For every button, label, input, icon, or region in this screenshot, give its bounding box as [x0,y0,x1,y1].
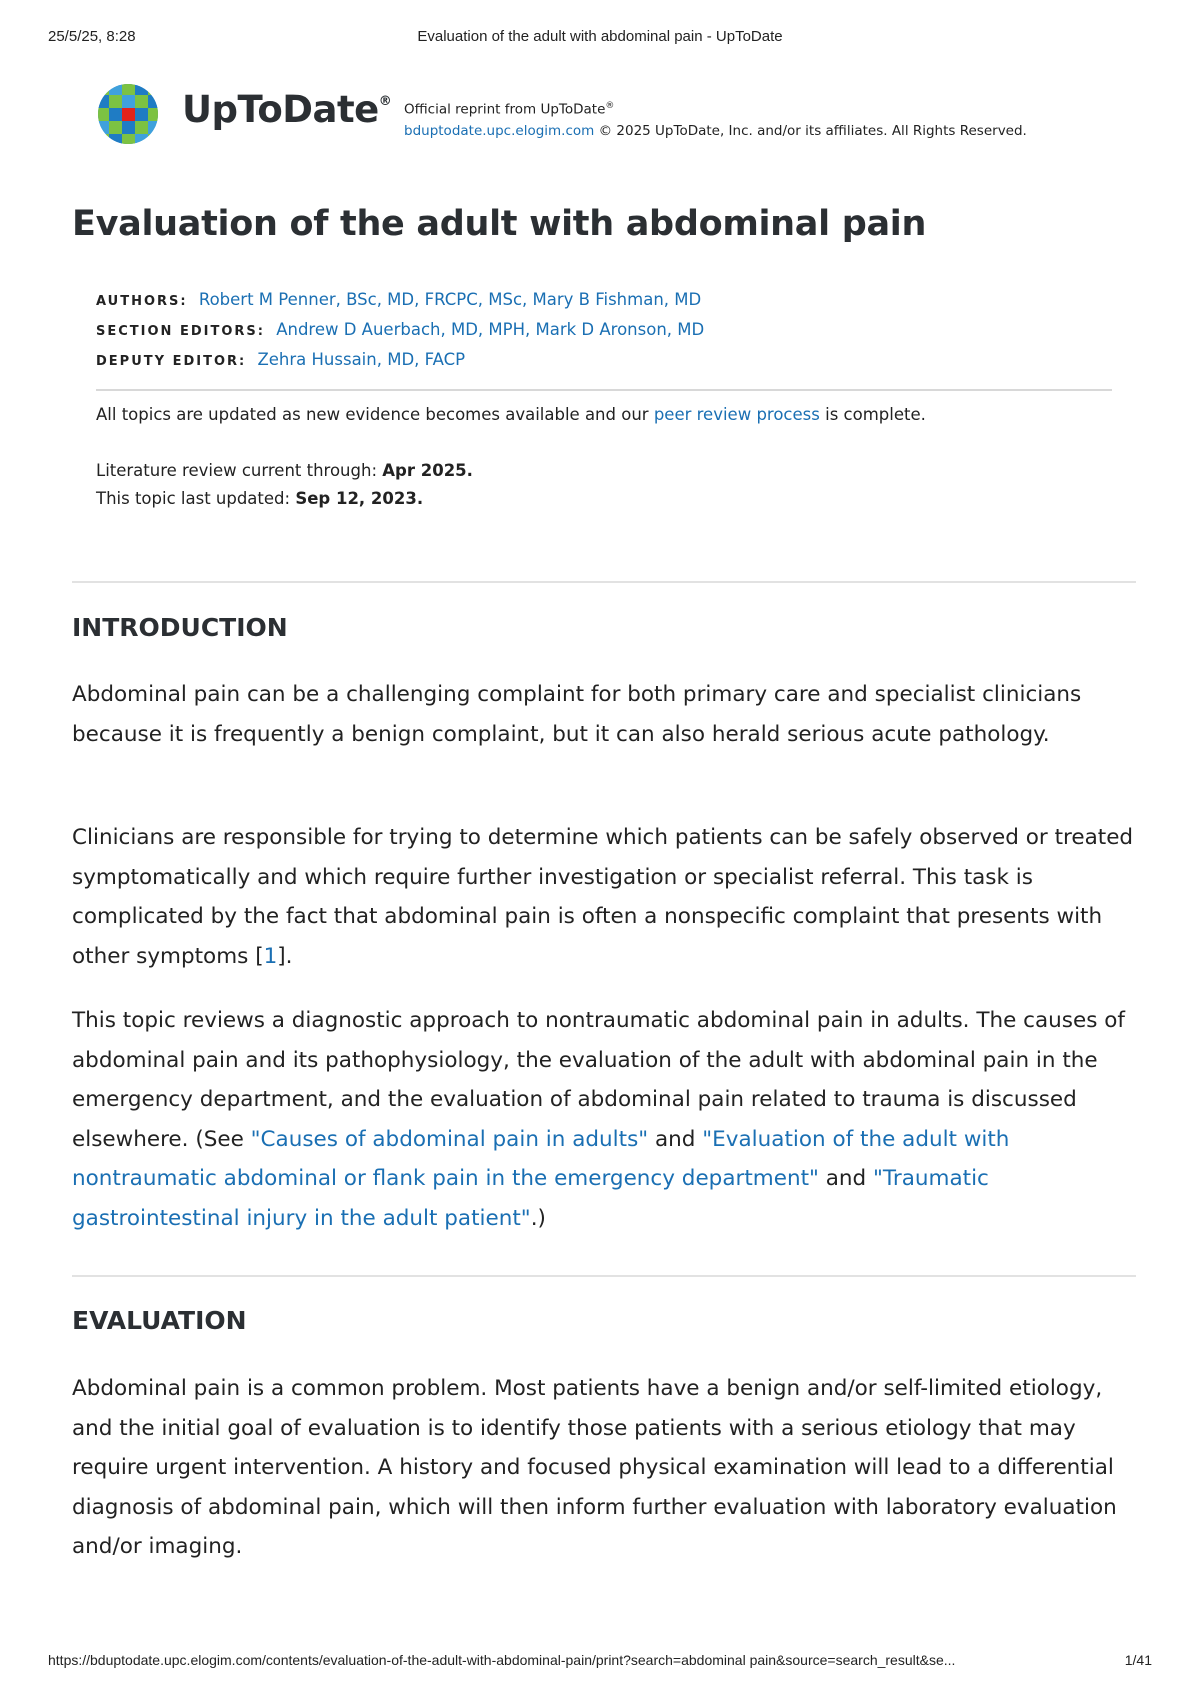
last-updated-label: This topic last updated: [96,489,296,508]
section-editors-label: SECTION EDITORS: [96,324,265,339]
uptodate-wordmark: UpToDate® [182,88,392,131]
intro-paragraph-2: Clinicians are responsible for trying to determine which patients can be safely observed or treated symptomatically and which require further investigation or specialist referral. This task is complicated by the fact that abdominal pain is often a nonspecific complaint that presents with other symptoms [1]. [72,825,1134,969]
reference-link[interactable]: 1 [263,943,278,969]
print-header [48,28,1152,48]
authors-link[interactable]: Robert M Penner, BSc, MD, FRCPC, MSc, Mary B Fishman, MD [198,290,702,309]
review-dates [96,457,473,513]
intro-paragraph-3: This topic reviews a diagnostic approach to nontraumatic abdominal pain in adults. The causes of abdominal pain and its pathophysiology, the evaluation of the adult with abdominal pain in the emergency department, and the evaluation of abdominal pain related to trauma is discussed elsewhere. (See "Causes of abdominal pain in adults" and "Evaluation of the adult with nontraumatic abdominal or flank pain in the emergency department" and "Traumatic gastrointestinal injury in the adult patient".) [72,1008,1125,1231]
section-divider [72,1275,1136,1277]
section-divider [72,581,1136,583]
topic-link-emergency-evaluation[interactable]: "Evaluation of the adult with nontraumatic abdominal or flank pain in the emergency department" [72,1126,1010,1191]
lit-review-label: Literature review current through: [96,461,383,480]
reprint-notice: Official reprint from UpToDate® bduptodate.upc.elogim.com © 2025 UpToDate, Inc. and/or its affiliates. All Rights Reserved. [404,101,1027,139]
print-datetime: 25/5/25, 8:28 [48,28,136,45]
print-page-title: Evaluation of the adult with abdominal pain - UpToDate [417,28,783,45]
deputy-editor-link[interactable]: Zehra Hussain, MD, FACP [257,350,466,369]
copyright-text: © 2025 UpToDate, Inc. and/or its affiliates. All Rights Reserved. [594,122,1027,139]
page-number: 1/41 [1124,1652,1152,1668]
last-updated-date: Sep 12, 2023. [295,489,424,508]
peer-review-link[interactable]: peer review process [653,405,820,424]
reprint-label: Official reprint from UpToDate [404,101,606,118]
authors-label: AUTHORS: [96,294,188,309]
evaluation-paragraph-1: Abdominal pain is a common problem. Most patients have a benign and/or self-limited etiology, and the initial goal of evaluation is to identify those patients with a serious etiology that may require urgent intervention. A history and focused physical examination will lead to a differential diagnosis of abdominal pain, which will then inform further evaluation with laboratory evaluation and/or imaging. [72,1376,1117,1559]
page-title: Evaluation of the adult with abdominal pain [72,204,927,244]
print-footer [48,1652,1152,1672]
topic-link-traumatic-injury[interactable]: "Traumatic gastrointestinal injury in the adult patient" [72,1166,989,1231]
section-editors-link[interactable]: Andrew D Auerbach, MD, MPH, Mark D Aronson, MD [276,320,705,339]
host-link[interactable]: bduptodate.upc.elogim.com [404,122,595,139]
contributors [96,286,704,376]
print-url: https://bduptodate.upc.elogim.com/contents/evaluation-of-the-adult-with-abdominal-pain/print?search=abdominal pain&source=search_result&se... [48,1652,956,1668]
topic-link-causes[interactable]: "Causes of abdominal pain in adults" [250,1126,649,1152]
uptodate-logo-icon [96,82,160,146]
lit-review-date: Apr 2025. [382,461,473,480]
section-heading-introduction: INTRODUCTION [72,613,288,642]
review-note: All topics are updated as new evidence becomes available and our peer review process is complete. [96,405,926,424]
deputy-editor-label: DEPUTY EDITOR: [96,354,247,369]
divider [96,389,1112,391]
section-heading-evaluation: EVALUATION [72,1306,247,1335]
intro-paragraph-1: Abdominal pain can be a challenging complaint for both primary care and specialist clinicians because it is frequently a benign complaint, but it can also herald serious acute pathology. [72,682,1082,747]
